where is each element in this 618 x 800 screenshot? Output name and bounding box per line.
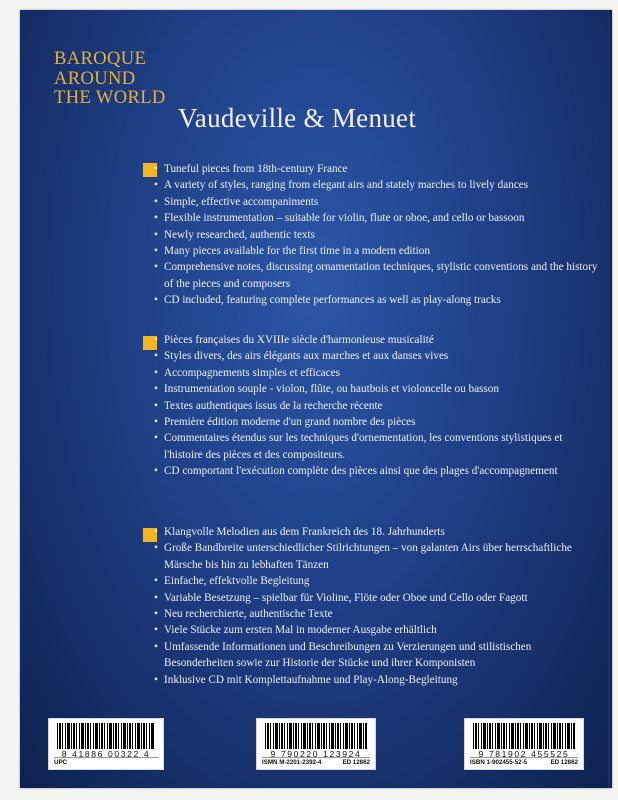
barcode-meta-left: UPC [54,759,68,766]
barcode-bars [57,723,155,749]
list-item: • Inklusive CD mit Komplettaufnahme und Play-Along-Begleitung [152,672,602,688]
barcode-digits: 9 781902 455525 [478,749,570,759]
series-line: THE WORLD [54,88,166,108]
spine-edge [608,10,612,788]
list-item: • Viele Stücke zum ersten Mal in moderner Ausgabe erhältlich [152,622,602,638]
barcode-digits: 8 41886 00322 4 [61,749,151,759]
list-item: • Umfassende Informationen und Beschreibungen zu Verzierungen und stilistischen Besonderheiten sowie zur Historie der Stücke und ihrer Komponisten [152,639,602,672]
list-item: • Première édition moderne d'un grand nombre des pièces [152,414,602,430]
list-item: • Many pieces available for the first time in a modern edition [152,243,602,259]
list-item: • Textes authentiques issus de la recherche récente [152,398,602,414]
list-item: • Instrumentation souple - violon, flûte, ou hautbois et violoncelle ou basson [152,381,602,397]
series-line: BAROQUE [54,49,147,69]
list-item: • Einfache, effektvolle Begleitung [152,573,602,589]
barcode-meta-left: ISBN 1-902455-52-5 [470,759,528,766]
list-item: • Commentaires étendus sur les techniques d'ornementation, les conventions stylistiques et l'histoire des pièces et des compositeurs. [152,430,602,463]
list-item: • Flexible instrumentation – suitable for violin, flute or oboe, and cello or bassoon [152,210,602,226]
barcode-digits: 9 790220 123924 [270,749,362,759]
english-section [152,161,602,309]
french-section [152,332,602,480]
list-item: • Pièces françaises du XVIIIe siècle d'harmonieuse musicalité [152,332,602,348]
list-item: • A variety of styles, ranging from elegant airs and stately marches to lively dances [152,177,602,193]
english-list [152,161,602,309]
list-item: • Große Bandbreite unterschiedlicher Stilrichtungen – von galanten Airs über herrschaftliche Märsche bis hin zu lebhaften Tänzen [152,540,602,573]
list-item: • CD included, featuring complete performances as well as play-along tracks [152,292,602,308]
list-item: • Styles divers, des airs élégants aux marches et aux danses vives [152,348,602,364]
series-line: AROUND [54,68,136,89]
ismn-barcode-label [256,718,376,770]
french-list [152,332,602,480]
barcode-meta-right: ED 12862 [550,759,578,766]
list-item: • Comprehensive notes, discussing ornamentation techniques, stylistic conventions and the history of the pieces and composers [152,259,602,292]
barcode-meta [262,757,370,766]
barcode-meta-right: ED 12862 [342,759,370,766]
upc-barcode-label [48,718,164,770]
barcode-bars [473,723,575,749]
list-item: • Tuneful pieces from 18th-century France [152,161,602,177]
german-section [152,524,602,688]
series-title [54,50,166,109]
list-item: • Neu recherchierte, authentische Texte [152,606,602,622]
barcode-bars [265,723,367,749]
isbn-barcode-label [464,718,584,770]
list-item: • Variable Besetzung – spielbar für Violine, Flöte oder Oboe und Cello oder Fagott [152,590,602,606]
list-item: • Klangvolle Melodien aus dem Frankreich des 18. Jahrhunderts [152,524,602,540]
back-cover [20,10,612,788]
german-list [152,524,602,688]
barcode-meta-left: ISMN M-2201-2392-4 [262,759,322,766]
list-item: • Newly researched, authentic texts [152,227,602,243]
barcode-meta [54,757,158,766]
barcode-meta [470,757,578,766]
list-item: • Accompagnements simples et efficaces [152,365,602,381]
list-item: • Simple, effective accompaniments [152,194,602,210]
book-title: Vaudeville & Menuet [178,103,417,133]
list-item: • CD comportant l'exécution complète des pièces ainsi que des plages d'accompagnement [152,463,602,479]
